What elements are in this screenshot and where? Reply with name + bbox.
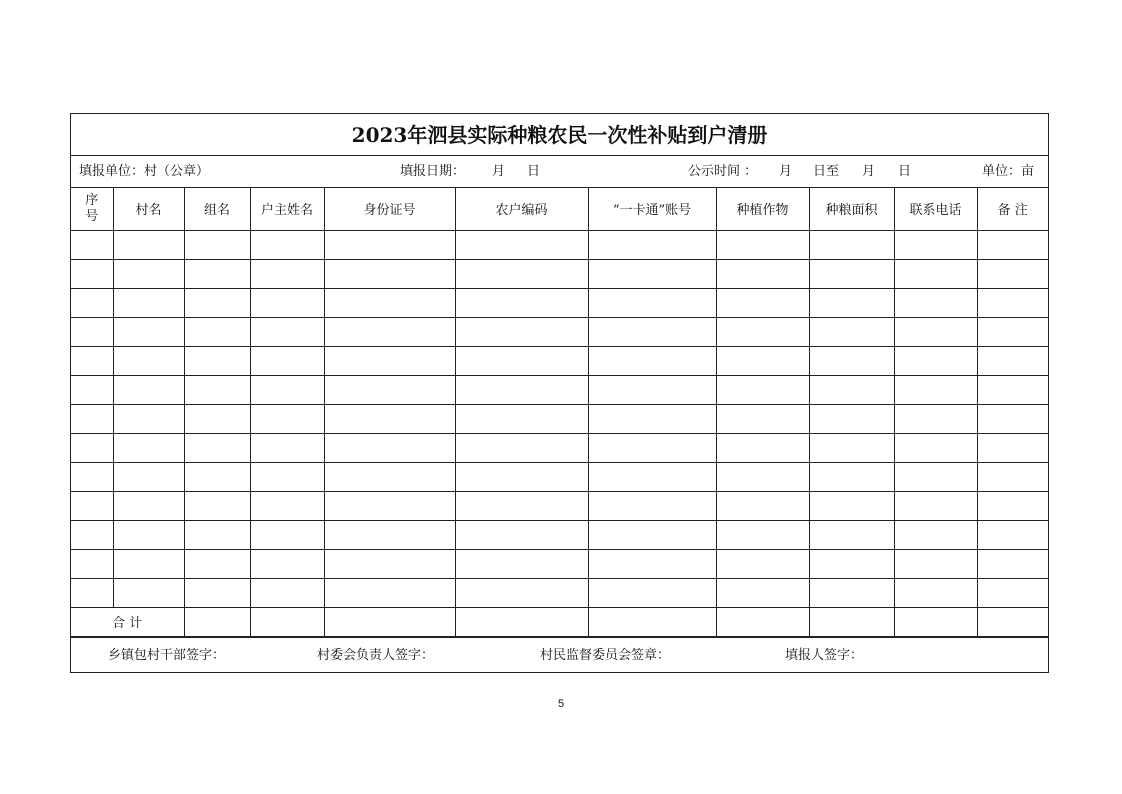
table-cell bbox=[588, 578, 716, 607]
table-cell bbox=[184, 317, 250, 346]
table-cell bbox=[977, 346, 1048, 375]
total-cell bbox=[455, 607, 588, 636]
table-cell bbox=[455, 230, 588, 259]
table-cell bbox=[113, 346, 184, 375]
publicity-end-day: 日 bbox=[898, 164, 912, 179]
total-cell bbox=[977, 607, 1048, 636]
table-cell bbox=[184, 230, 250, 259]
table-cell bbox=[71, 230, 113, 259]
table-cell bbox=[716, 375, 809, 404]
col-header-seq bbox=[71, 188, 113, 230]
table-cell bbox=[809, 230, 894, 259]
report-date-day: 日 bbox=[527, 164, 541, 179]
table-cell bbox=[588, 520, 716, 549]
table-cell bbox=[977, 259, 1048, 288]
table-cell bbox=[588, 346, 716, 375]
table-cell bbox=[716, 433, 809, 462]
table-cell bbox=[324, 520, 455, 549]
table-cell bbox=[809, 491, 894, 520]
table-row bbox=[71, 288, 1048, 317]
table-cell bbox=[324, 578, 455, 607]
table-cell bbox=[455, 346, 588, 375]
table-cell bbox=[113, 375, 184, 404]
table-cell bbox=[894, 549, 977, 578]
table-cell bbox=[894, 375, 977, 404]
table-cell bbox=[250, 491, 324, 520]
table-row bbox=[71, 317, 1048, 346]
table-row bbox=[71, 433, 1048, 462]
table-cell bbox=[250, 230, 324, 259]
reporting-unit-label: 填报单位：村（公章） bbox=[79, 164, 210, 179]
table-cell bbox=[324, 491, 455, 520]
table-cell bbox=[716, 230, 809, 259]
table-cell bbox=[184, 520, 250, 549]
table-cell bbox=[977, 491, 1048, 520]
table-cell bbox=[894, 259, 977, 288]
table-cell bbox=[113, 404, 184, 433]
total-cell bbox=[894, 607, 977, 636]
table-cell bbox=[977, 520, 1048, 549]
table-row bbox=[71, 462, 1048, 491]
page-number: 5 bbox=[557, 698, 565, 710]
table-cell bbox=[324, 433, 455, 462]
table-cell bbox=[894, 578, 977, 607]
table-cell bbox=[809, 433, 894, 462]
table-cell bbox=[894, 317, 977, 346]
table-cell bbox=[250, 578, 324, 607]
table-cell bbox=[716, 346, 809, 375]
table-cell bbox=[184, 462, 250, 491]
table-cell bbox=[113, 288, 184, 317]
table-cell bbox=[324, 230, 455, 259]
table-cell bbox=[71, 578, 113, 607]
publicity-start-day: 日至 bbox=[813, 164, 840, 179]
report-date-month: 月 bbox=[492, 164, 506, 179]
table-cell bbox=[184, 375, 250, 404]
publicity-start-month: 月 bbox=[779, 164, 793, 179]
table-cell bbox=[588, 375, 716, 404]
table-cell bbox=[894, 404, 977, 433]
table-row bbox=[71, 375, 1048, 404]
table-cell bbox=[250, 404, 324, 433]
table-cell bbox=[455, 259, 588, 288]
table-cell bbox=[113, 578, 184, 607]
table-cell bbox=[113, 317, 184, 346]
table-cell bbox=[894, 230, 977, 259]
col-header-crop: 种植作物 bbox=[716, 188, 809, 230]
table-cell bbox=[455, 288, 588, 317]
table-cell bbox=[71, 317, 113, 346]
table-cell bbox=[588, 288, 716, 317]
total-cell bbox=[588, 607, 716, 636]
table-cell bbox=[324, 375, 455, 404]
col-header-householder: 户主姓名 bbox=[250, 188, 324, 230]
table-cell bbox=[324, 317, 455, 346]
table-cell bbox=[716, 549, 809, 578]
table-cell bbox=[113, 433, 184, 462]
table-cell bbox=[894, 520, 977, 549]
table-cell bbox=[894, 288, 977, 317]
table-cell bbox=[250, 462, 324, 491]
table-cell bbox=[716, 317, 809, 346]
table-cell bbox=[809, 288, 894, 317]
township-official-signature-label: 乡镇包村干部签字： bbox=[108, 648, 226, 663]
table-cell bbox=[324, 346, 455, 375]
table-cell bbox=[71, 375, 113, 404]
col-header-area: 种粮面积 bbox=[809, 188, 894, 230]
table-cell bbox=[588, 230, 716, 259]
table-cell bbox=[250, 520, 324, 549]
table-row bbox=[71, 549, 1048, 578]
table-cell bbox=[184, 491, 250, 520]
total-cell bbox=[324, 607, 455, 636]
table-cell bbox=[184, 549, 250, 578]
table-cell bbox=[894, 462, 977, 491]
table-cell bbox=[588, 433, 716, 462]
table-cell bbox=[894, 346, 977, 375]
table-cell bbox=[716, 288, 809, 317]
table-cell bbox=[250, 433, 324, 462]
table-cell bbox=[250, 288, 324, 317]
table-cell bbox=[716, 491, 809, 520]
table-cell bbox=[977, 462, 1048, 491]
table-row bbox=[71, 230, 1048, 259]
table-cell bbox=[250, 375, 324, 404]
table-cell bbox=[250, 549, 324, 578]
table-cell bbox=[324, 288, 455, 317]
form-title: 2023年泗县实际种粮农民一次性补贴到户清册 bbox=[71, 114, 1048, 156]
table-row bbox=[71, 520, 1048, 549]
table-cell bbox=[455, 549, 588, 578]
table-cell bbox=[809, 578, 894, 607]
table-row bbox=[71, 346, 1048, 375]
household-table bbox=[71, 188, 1048, 637]
table-cell bbox=[977, 230, 1048, 259]
table-cell bbox=[71, 259, 113, 288]
col-header-seq-top: 序 bbox=[85, 192, 99, 208]
table-cell bbox=[184, 288, 250, 317]
table-cell bbox=[184, 404, 250, 433]
total-cell bbox=[716, 607, 809, 636]
table-cell bbox=[455, 578, 588, 607]
table-cell bbox=[71, 520, 113, 549]
measure-unit-label: 单位：亩 bbox=[982, 164, 1035, 179]
table-cell bbox=[716, 404, 809, 433]
table-cell bbox=[184, 346, 250, 375]
table-cell bbox=[324, 404, 455, 433]
col-header-id-number: 身份证号 bbox=[324, 188, 455, 230]
col-header-remarks: 备 注 bbox=[977, 188, 1048, 230]
table-cell bbox=[71, 549, 113, 578]
table-cell bbox=[455, 404, 588, 433]
form-info-row bbox=[71, 156, 1048, 188]
table-cell bbox=[113, 462, 184, 491]
form-frame bbox=[70, 113, 1049, 673]
table-cell bbox=[455, 491, 588, 520]
table-cell bbox=[250, 317, 324, 346]
table-cell bbox=[977, 433, 1048, 462]
table-cell bbox=[71, 288, 113, 317]
col-header-village: 村名 bbox=[113, 188, 184, 230]
table-cell bbox=[809, 520, 894, 549]
col-header-household-code: 农户编码 bbox=[455, 188, 588, 230]
table-cell bbox=[588, 317, 716, 346]
table-cell bbox=[71, 491, 113, 520]
table-cell bbox=[977, 578, 1048, 607]
table-cell bbox=[977, 404, 1048, 433]
table-row bbox=[71, 404, 1048, 433]
table-row bbox=[71, 578, 1048, 607]
table-cell bbox=[455, 520, 588, 549]
report-date-label: 填报日期： bbox=[400, 164, 466, 179]
table-cell bbox=[324, 462, 455, 491]
table-cell bbox=[455, 375, 588, 404]
table-cell bbox=[588, 404, 716, 433]
col-header-group: 组名 bbox=[184, 188, 250, 230]
table-cell bbox=[588, 549, 716, 578]
table-cell bbox=[894, 491, 977, 520]
table-cell bbox=[894, 433, 977, 462]
table-cell bbox=[113, 259, 184, 288]
table-cell bbox=[113, 549, 184, 578]
table-cell bbox=[184, 578, 250, 607]
table-cell bbox=[324, 259, 455, 288]
filler-signature-label: 填报人签字： bbox=[785, 648, 864, 663]
col-header-seq-bottom: 号 bbox=[85, 208, 99, 224]
table-cell bbox=[809, 462, 894, 491]
table-cell bbox=[977, 375, 1048, 404]
village-committee-signature-label: 村委会负责人签字： bbox=[317, 648, 435, 663]
table-cell bbox=[250, 346, 324, 375]
total-cell bbox=[184, 607, 250, 636]
table-cell bbox=[113, 230, 184, 259]
table-cell bbox=[455, 433, 588, 462]
supervision-committee-seal-label: 村民监督委员会签章： bbox=[540, 648, 671, 663]
total-cell bbox=[809, 607, 894, 636]
table-cell bbox=[184, 433, 250, 462]
table-cell bbox=[809, 346, 894, 375]
publicity-end-month: 月 bbox=[862, 164, 876, 179]
table-cell bbox=[71, 433, 113, 462]
table-cell bbox=[588, 259, 716, 288]
table-cell bbox=[809, 317, 894, 346]
table-cell bbox=[71, 462, 113, 491]
col-header-phone: 联系电话 bbox=[894, 188, 977, 230]
table-cell bbox=[113, 520, 184, 549]
table-cell bbox=[716, 462, 809, 491]
table-cell bbox=[809, 259, 894, 288]
table-cell bbox=[809, 375, 894, 404]
table-cell bbox=[716, 578, 809, 607]
table-cell bbox=[113, 491, 184, 520]
table-cell bbox=[716, 520, 809, 549]
table-cell bbox=[588, 491, 716, 520]
table-row bbox=[71, 491, 1048, 520]
table-cell bbox=[809, 404, 894, 433]
table-header-row bbox=[71, 188, 1048, 230]
table-body bbox=[71, 230, 1048, 607]
table-row bbox=[71, 259, 1048, 288]
table-cell bbox=[977, 549, 1048, 578]
table-cell bbox=[977, 317, 1048, 346]
table-cell bbox=[588, 462, 716, 491]
table-cell bbox=[716, 259, 809, 288]
table-cell bbox=[250, 259, 324, 288]
table-cell bbox=[455, 462, 588, 491]
table-cell bbox=[977, 288, 1048, 317]
signature-row bbox=[71, 637, 1048, 673]
total-label: 合 计 bbox=[71, 607, 184, 636]
table-cell bbox=[809, 549, 894, 578]
total-cell bbox=[250, 607, 324, 636]
total-row bbox=[71, 607, 1048, 636]
table-cell bbox=[455, 317, 588, 346]
table-cell bbox=[71, 346, 113, 375]
table-cell bbox=[324, 549, 455, 578]
table-cell bbox=[184, 259, 250, 288]
table-cell bbox=[71, 404, 113, 433]
publicity-time-label: 公示时间 ： bbox=[688, 164, 758, 179]
col-header-card-account: “一卡通”账号 bbox=[588, 188, 716, 230]
